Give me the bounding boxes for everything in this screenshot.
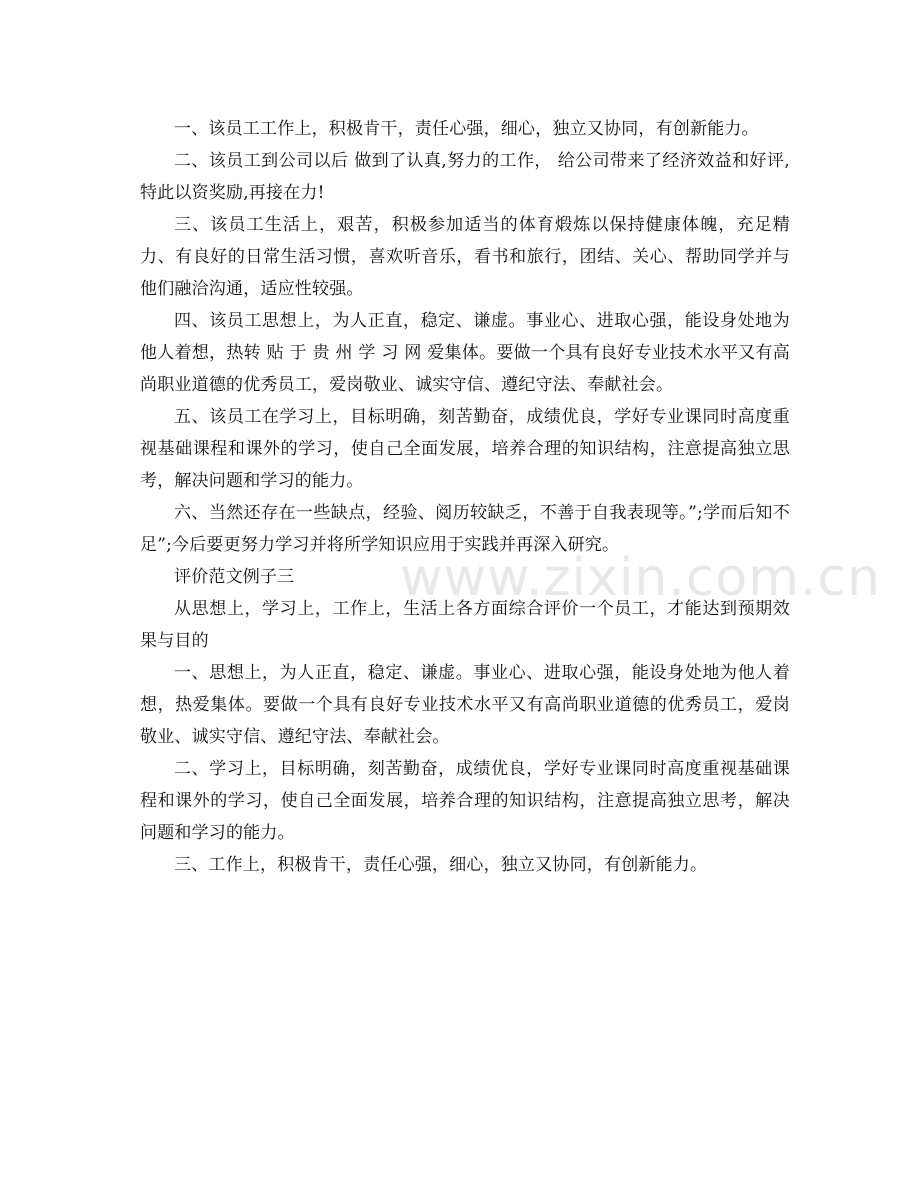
document-body xyxy=(140,113,790,881)
paragraph-2: 二、该员工到公司以后 做到了认真,努力的工作， 给公司带来了经济效益和好评,特此以资奖励,再接在力! xyxy=(140,151,790,203)
section-heading: 评价范文例子三 xyxy=(174,567,295,587)
paragraph-8: 二、学习上，目标明确，刻苦勤奋，成绩优良，学好专业课同时高度重视基础课程和课外的学习，使自己全面发展，培养合理的知识结构，注意提高独立思考，解决问题和学习的能力。 xyxy=(140,759,790,843)
paragraph-1: 一、该员工工作上，积极肯干，责任心强，细心，独立又协同，有创新能力。 xyxy=(174,119,759,139)
paragraph-3: 三、该员工生活上，艰苦，积极参加适当的体育煅炼以保持健康体魄，充足精力、有良好的日常生活习惯，喜欢听音乐，看书和旅行，团结、关心、帮助同学并与他们融洽沟通，适应性较强。 xyxy=(140,215,790,299)
paragraph-6: 六、当然还存在一些缺点，经验、阅历较缺乏，不善于自我表现等。”;学而后知不足”;今后要更努力学习并将所学知识应用于实践并再深入研究。 xyxy=(140,503,790,555)
paragraph-4: 四、该员工思想上，为人正直，稳定、谦虚。事业心、进取心强，能设身处地为他人着想，热转 贴 于 贵 州 学 习 网 爱集体。要做一个具有良好专业技术水平又有高尚职业道德的优秀员工，爱岗敬业、诚实守信、遵纪守法、奉献社会。 xyxy=(140,311,790,395)
paragraph-9: 三、工作上，积极肯干，责任心强，细心，独立又协同，有创新能力。 xyxy=(174,855,708,875)
watermark: www.zixin.com.cn xyxy=(400,548,881,608)
section-intro: 从思想上，学习上，工作上，生活上各方面综合评价一个员工，才能达到预期效果与目的 xyxy=(140,599,790,651)
paragraph-7: 一、思想上，为人正直，稳定、谦虚。事业心、进取心强，能设身处地为他人着想，热爱集体。要做一个具有良好专业技术水平又有高尚职业道德的优秀员工，爱岗敬业、诚实守信、遵纪守法、奉献社会。 xyxy=(140,663,790,747)
paragraph-5: 五、该员工在学习上，目标明确，刻苦勤奋，成绩优良，学好专业课同时高度重视基础课程和课外的学习，使自己全面发展，培养合理的知识结构，注意提高独立思考，解决问题和学习的能力。 xyxy=(140,407,790,491)
